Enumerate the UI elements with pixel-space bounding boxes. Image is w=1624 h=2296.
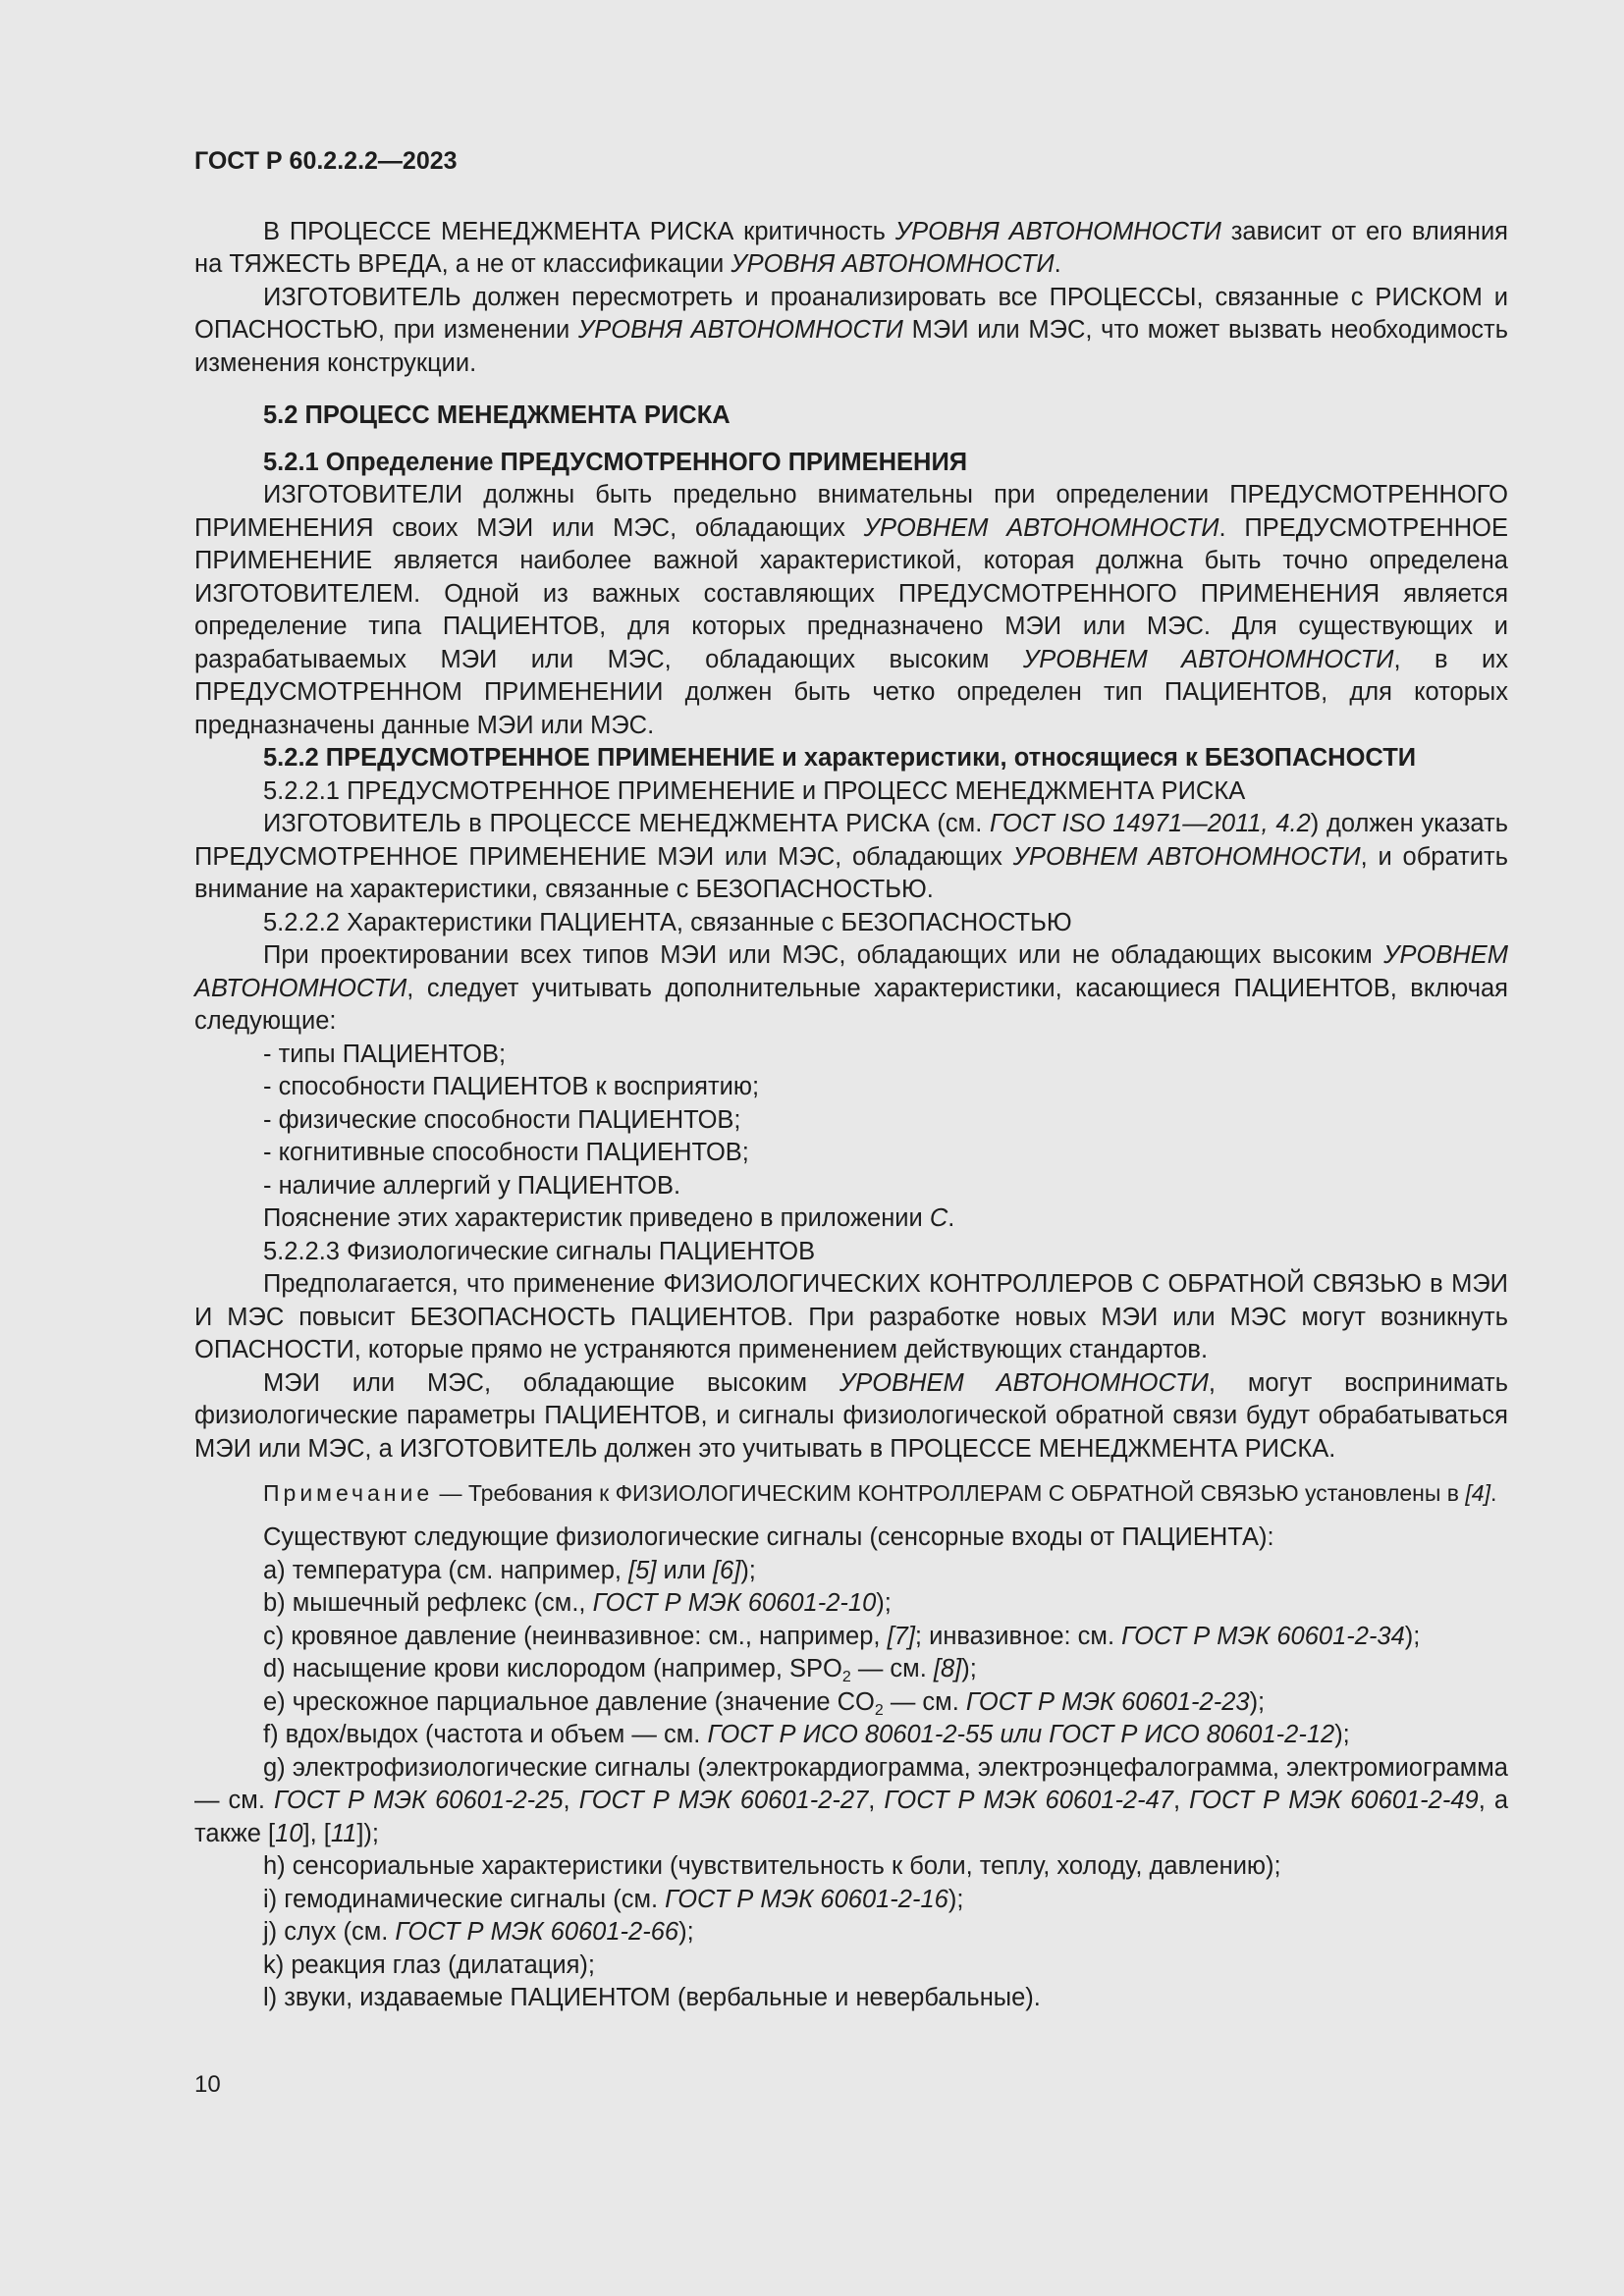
- italic-term: УРОВНЕМ АВТОНОМНОСТИ: [1012, 842, 1361, 871]
- text-span: );: [1404, 1622, 1421, 1650]
- text-span: );: [961, 1655, 977, 1682]
- signal-item-f: [263, 1719, 1508, 1752]
- text-span: ИЗГОТОВИТЕЛЬ в ПРОЦЕССЕ МЕНЕДЖМЕНТА РИСКА (см.: [263, 810, 990, 837]
- list-item: - физические способности ПАЦИЕНТОВ;: [263, 1105, 741, 1134]
- standard-reference: ГОСТ Р ИСО 80601-2-55 или ГОСТ Р ИСО 80601-2-12: [707, 1721, 1335, 1748]
- text-span: В ПРОЦЕССЕ МЕНЕДЖМЕНТА РИСКА критичность: [263, 217, 895, 245]
- standard-reference: ГОСТ Р МЭК 60601-2-25: [273, 1787, 564, 1814]
- text-span: i) гемодинамические сигналы (см.: [263, 1885, 666, 1913]
- text-span: , следует учитывать дополнительные характеристики, касающиеся ПАЦИЕНТОВ, включая следующие:: [194, 974, 1508, 1035]
- paragraph-5-2-1: [194, 479, 1508, 742]
- text-span: — см.: [883, 1687, 966, 1716]
- standard-reference: ГОСТ Р МЭК 60601-2-10: [592, 1589, 877, 1617]
- text-span: j) слух (см.: [263, 1918, 396, 1946]
- paragraph-5-2-2-1: [194, 808, 1508, 907]
- subscript: 2: [874, 1701, 884, 1719]
- citation-reference: [6]: [712, 1556, 741, 1584]
- text-span: ]);: [356, 1819, 380, 1847]
- standard-reference: ГОСТ Р МЭК 60601-2-23: [965, 1687, 1250, 1716]
- text-span: );: [740, 1556, 756, 1584]
- text-span: или: [656, 1556, 713, 1584]
- paragraph-5-2-2-3-2: [194, 1367, 1508, 1467]
- text-span: зависит от его влияния на ТЯЖЕСТЬ ВРЕДА, а не от классификации: [194, 217, 1508, 278]
- text-span: ,: [1172, 1787, 1190, 1814]
- page-content: [194, 145, 1508, 2015]
- text-span: );: [678, 1918, 694, 1946]
- text-span: , а также [: [194, 1787, 1509, 1847]
- citation-reference: [8]: [933, 1655, 962, 1682]
- note-label: Примечание: [263, 1480, 434, 1506]
- signal-item-g: [194, 1752, 1508, 1851]
- text-span: При проектировании всех типов МЭИ или МЭС, обладающих или не обладающих высоким: [263, 941, 1384, 969]
- text-span: , и обратить внимание на характеристики, связанные с БЕЗОПАСНОСТЬЮ.: [194, 842, 1508, 903]
- italic-term: УРОВНЯ АВТОНОМНОСТИ: [894, 217, 1221, 245]
- list-item: - способности ПАЦИЕНТОВ к восприятию;: [263, 1073, 760, 1100]
- text-span: d) насыщение крови кислородом (например, SPO: [263, 1655, 842, 1682]
- text-span: МЭИ или МЭС, обладающие высоким: [263, 1368, 839, 1397]
- text-span: b) мышечный рефлекс (см.,: [263, 1589, 593, 1617]
- text-span: ИЗГОТОВИТЕЛЬ должен пересмотреть и проанализировать все ПРОЦЕССЫ, связанные с РИСКОМ и ОПАСНОСТЬЮ, при изменении: [194, 283, 1508, 344]
- signal-item-h: h) сенсориальные характеристики (чувствительность к боли, теплу, холоду, давлению);: [263, 1852, 1281, 1880]
- text-span: g) электрофизиологические сигналы (электрокардиограмма, электроэнцефалограмма, электромиограмма — см.: [194, 1753, 1508, 1814]
- paragraph-5-2-2-2: [194, 939, 1508, 1039]
- subsection-title-5-2-2-2: 5.2.2.2 Характеристики ПАЦИЕНТА, связанные с БЕЗОПАСНОСТЬЮ: [263, 908, 1072, 936]
- text-span: ; инвазивное: см.: [914, 1622, 1122, 1650]
- list-item: - наличие аллергий у ПАЦИЕНТОВ.: [263, 1171, 681, 1200]
- note-block: [194, 1479, 1508, 1508]
- subscript: 2: [841, 1669, 851, 1685]
- text-span: e) чрескожное парциальное давление (значение CO: [263, 1687, 875, 1716]
- signal-item-l: l) звуки, издаваемые ПАЦИЕНТОМ (вербальные и невербальные).: [263, 1984, 1041, 2011]
- subsection-title-5-2-2-3: 5.2.2.3 Физиологические сигналы ПАЦИЕНТОВ: [263, 1237, 816, 1265]
- paragraph-5-2-2-3-1: Предполагается, что применение ФИЗИОЛОГИЧЕСКИХ КОНТРОЛЛЕРОВ С ОБРАТНОЙ СВЯЗЬЮ в МЭИ И МЭС повысит БЕЗОПАСНОСТЬ ПАЦИЕНТОВ. При разработке новых МЭИ или МЭС могут возникнуть ОПАСНОСТИ, которые прямо не устраняются применением действующих стандартов.: [194, 1270, 1508, 1363]
- list-item: - когнитивные способности ПАЦИЕНТОВ;: [263, 1139, 749, 1166]
- italic-term: УРОВНЕМ АВТОНОМНОСТИ: [1022, 645, 1394, 673]
- section-heading-5-2-1: 5.2.1 Определение ПРЕДУСМОТРЕННОГО ПРИМЕНЕНИЯ: [263, 448, 968, 476]
- standard-reference: ГОСТ ISO 14971—2011, 4.2: [989, 810, 1311, 837]
- text-span: ) должен указать ПРЕДУСМОТРЕННОЕ ПРИМЕНЕНИЕ МЭИ или МЭС, обладающих: [194, 810, 1508, 871]
- standard-reference: ГОСТ Р МЭК 60601-2-47: [884, 1787, 1173, 1814]
- section-heading-5-2: 5.2 ПРОЦЕСС МЕНЕДЖМЕНТА РИСКА: [263, 401, 731, 429]
- signal-item-c: [263, 1621, 1508, 1654]
- italic-term: УРОВНЕМ АВТОНОМНОСТИ: [839, 1368, 1209, 1397]
- appendix-reference: С: [929, 1204, 948, 1232]
- text-span: );: [1334, 1721, 1350, 1748]
- text-span: ИЗГОТОВИТЕЛИ должны быть предельно внимательны при определении ПРЕДУСМОТРЕННОГО ПРИМЕНЕНИЯ своих МЭИ или МЭС, обладающих: [194, 481, 1508, 542]
- text-span: Пояснение этих характеристик приведено в приложении: [263, 1204, 930, 1232]
- subsection-title-5-2-2-1: 5.2.2.1 ПРЕДУСМОТРЕННОЕ ПРИМЕНЕНИЕ и ПРОЦЕСС МЕНЕДЖМЕНТА РИСКА: [263, 776, 1246, 805]
- text-span: );: [876, 1589, 892, 1617]
- citation-reference: [5]: [628, 1556, 657, 1584]
- standard-reference: ГОСТ Р МЭК 60601-2-49: [1189, 1787, 1479, 1814]
- text-span: .: [947, 1204, 955, 1232]
- text-span: ], [: [302, 1819, 331, 1847]
- standard-reference: ГОСТ Р МЭК 60601-2-66: [395, 1918, 679, 1946]
- section-heading-5-2-2: 5.2.2 ПРЕДУСМОТРЕННОЕ ПРИМЕНЕНИЕ и характеристики, относящиеся к БЕЗОПАСНОСТИ: [263, 744, 1417, 772]
- italic-term: УРОВНЕМ АВТОНОМНОСТИ: [863, 513, 1219, 542]
- text-span: c) кровяное давление (неинвазивное: см., например,: [263, 1622, 888, 1650]
- signal-item-d: [263, 1653, 1508, 1686]
- text-span: . ПРЕДУСМОТРЕННОЕ ПРИМЕНЕНИЕ является наиболее важной характеристикой, которая должна быть точно определена ИЗГОТОВИТЕЛЕМ. Одной из важных составляющих ПРЕДУСМОТРЕННОГО ПРИМЕНЕНИЯ является определение типа ПАЦИЕНТОВ, для которых предназначено МЭИ или МЭС. Для существующих и разрабатываемых МЭИ или МЭС, обладающих высоким: [194, 513, 1508, 673]
- text-span: — Требования к ФИЗИОЛОГИЧЕСКИМ КОНТРОЛЛЕРАМ С ОБРАТНОЙ СВЯЗЬЮ установлены в: [433, 1480, 1466, 1506]
- standard-reference: ГОСТ Р МЭК 60601-2-16: [665, 1885, 948, 1913]
- text-span: f) вдох/выдох (частота и объем — см.: [263, 1721, 708, 1748]
- text-span: );: [947, 1885, 964, 1913]
- citation-reference: [7]: [887, 1622, 915, 1650]
- standard-reference: ГОСТ Р МЭК 60601-2-34: [1121, 1622, 1405, 1650]
- signal-item-e: [263, 1686, 1508, 1720]
- text-span: .: [1054, 250, 1061, 278]
- signal-item-j: [263, 1916, 1508, 1949]
- italic-term: УРОВНЯ АВТОНОМНОСТИ: [731, 250, 1055, 278]
- text-span: );: [1249, 1687, 1266, 1716]
- intro-paragraph-2: [194, 282, 1508, 381]
- signals-intro: Существуют следующие физиологические сигналы (сенсорные входы от ПАЦИЕНТА):: [263, 1523, 1274, 1551]
- citation-reference: [4]: [1465, 1480, 1490, 1506]
- citation-reference: 11: [330, 1819, 357, 1847]
- italic-term: УРОВНЕМ АВТОНОМНОСТИ: [194, 941, 1508, 1002]
- italic-term: УРОВНЯ АВТОНОМНОСТИ: [577, 316, 903, 344]
- text-span: , в их ПРЕДУСМОТРЕННОМ ПРИМЕНЕНИИ должен быть четко определен тип ПАЦИЕНТОВ, для которых предназначены данные МЭИ или МЭС.: [194, 645, 1509, 739]
- text-span: МЭИ или МЭС, что может вызвать необходимость изменения конструкции.: [194, 316, 1508, 377]
- text-span: — см.: [850, 1655, 934, 1682]
- intro-paragraph-1: [194, 216, 1508, 282]
- text-span: ,: [563, 1787, 579, 1814]
- text-span: .: [1489, 1480, 1497, 1506]
- signal-item-a: [263, 1555, 1508, 1588]
- citation-reference: 10: [275, 1819, 303, 1847]
- standard-reference: ГОСТ Р МЭК 60601-2-27: [578, 1787, 869, 1814]
- text-span: ,: [868, 1787, 885, 1814]
- text-span: , могут воспринимать физиологические параметры ПАЦИЕНТОВ, и сигналы физиологической обратной связи будут обрабатываться МЭИ или МЭС, а ИЗГОТОВИТЕЛЬ должен это учитывать в ПРОЦЕССЕ МЕНЕДЖМЕНТА РИСКА.: [194, 1368, 1508, 1463]
- signal-item-i: [263, 1884, 1508, 1917]
- page-number: 10: [194, 2071, 221, 2098]
- appendix-explanation: [263, 1202, 1508, 1236]
- list-item: - типы ПАЦИЕНТОВ;: [263, 1040, 507, 1068]
- signal-item-k: k) реакция глаз (дилатация);: [263, 1950, 595, 1979]
- document-header: ГОСТ Р 60.2.2.2—2023: [194, 147, 458, 175]
- text-span: a) температура (см. например,: [263, 1556, 629, 1584]
- signal-item-b: [263, 1587, 1508, 1621]
